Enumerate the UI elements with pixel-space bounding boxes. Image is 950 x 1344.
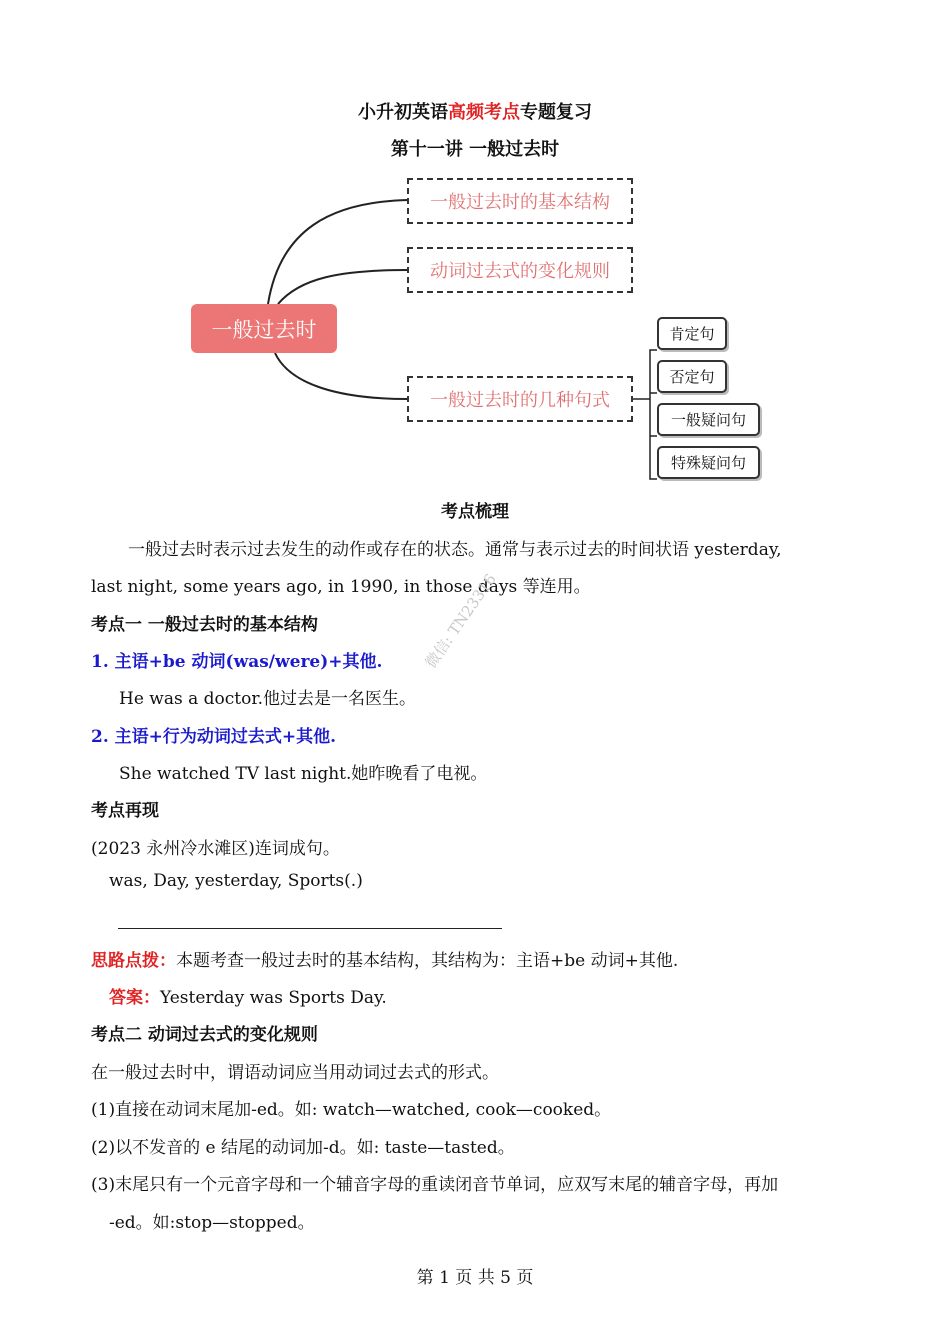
point1-example-1: He was a doctor.他过去是一名医生。: [119, 689, 417, 709]
section-heading: 考点梳理: [441, 502, 509, 522]
mindmap-center-node: 一般过去时: [191, 304, 337, 353]
lecture-title: 第十一讲 一般过去时: [390, 139, 560, 160]
practice-hint: [91, 946, 678, 971]
mindmap-branch-rules: 动词过去式的变化规则: [407, 247, 633, 293]
point2-rule-1: (1)直接在动词末尾加-ed。如: watch—watched, cook—cooked。: [91, 1100, 612, 1120]
answer-text: Yesterday was Sports Day.: [160, 988, 387, 1008]
mindmap-leaf-affirmative: 肯定句: [657, 317, 727, 350]
title-highlight: 高频考点: [448, 102, 520, 123]
connector-branch-2: [278, 270, 408, 304]
point1-example-2: She watched TV last night.她昨晚看了电视。: [119, 764, 488, 784]
point1-rule-1: 1. 主语+be 动词(was/were)+其他.: [91, 652, 383, 672]
mindmap-leaf-negative: 否定句: [657, 360, 727, 393]
answer-label: 答案：: [109, 988, 160, 1008]
point2-rule-3-line-2: -ed。如:stop—stopped。: [109, 1213, 315, 1233]
point2-rule-2: (2)以不发音的 e 结尾的动词加-d。如: taste—tasted。: [91, 1138, 515, 1158]
practice-source: (2023 永州冷水滩区)连词成句。: [91, 839, 340, 859]
answer-blank-line: [118, 928, 502, 929]
intro-line-2: last night, some years ago, in 1990, in those days 等连用。: [91, 577, 591, 597]
page-footer: 第 1 页 共 5 页: [416, 1268, 534, 1288]
practice-answer: [109, 983, 387, 1008]
point2-rule-3-line-1: (3)末尾只有一个元音字母和一个辅音字母的重读闭音节单词，应双写末尾的辅音字母，再加: [91, 1175, 779, 1195]
intro-line-1: 一般过去时表示过去发生的动作或存在的状态。通常与表示过去的时间状语 yesterday,: [128, 540, 782, 560]
point1-heading: 考点一 一般过去时的基本结构: [91, 615, 318, 635]
mindmap-leaf-wh-question: 特殊疑问句: [657, 446, 760, 479]
point1-rule-2: 2. 主语+行为动词过去式+其他.: [91, 727, 337, 747]
mindmap-branch-structure: 一般过去时的基本结构: [407, 178, 633, 224]
mindmap-branch-sentences: 一般过去时的几种句式: [407, 376, 633, 422]
connector-leaf-bracket: [650, 350, 657, 479]
watermark: 微信: TN23316: [421, 570, 500, 672]
point2-heading: 考点二 动词过去式的变化规则: [91, 1025, 318, 1045]
practice-words: was, Day, yesterday, Sports(.): [109, 871, 363, 891]
mindmap-leaf-yes-no-question: 一般疑问句: [657, 403, 760, 436]
title-suffix: 专题复习: [520, 102, 592, 123]
title-prefix: 小升初英语: [358, 102, 448, 123]
connector-branch-1: [268, 200, 408, 304]
practice-heading: 考点再现: [91, 801, 159, 821]
point2-intro: 在一般过去时中，谓语动词应当用动词过去式的形式。: [91, 1063, 499, 1083]
connector-branch-3: [275, 353, 408, 399]
hint-text: 本题考查一般过去时的基本结构，其结构为：主语+be 动词+其他.: [176, 951, 679, 971]
hint-label: 思路点拨：: [91, 951, 176, 971]
